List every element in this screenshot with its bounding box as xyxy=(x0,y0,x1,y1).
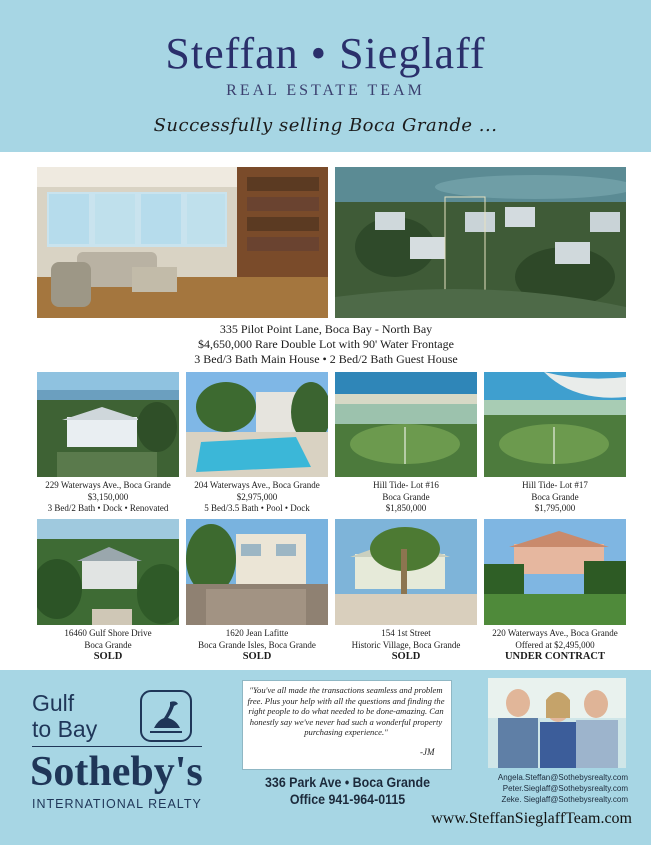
status-badge: SOLD xyxy=(391,651,421,662)
email-zeke[interactable]: Zeke. Sieglaff@Sothebysrealty.com xyxy=(501,795,628,804)
listing-location: Historic Village, Boca Grande xyxy=(351,639,461,650)
listing-price: $1,795,000 xyxy=(534,503,576,513)
logo-divider xyxy=(32,746,202,747)
team-photo xyxy=(488,678,626,768)
listing-photo-16460-gulf-shore xyxy=(37,519,179,625)
listing-photo-hill-tide-16 xyxy=(335,372,477,477)
logo-sothebys-text: Sotheby's xyxy=(30,749,203,795)
office-contact xyxy=(253,774,442,808)
listing-location: Boca Grande xyxy=(531,491,579,502)
listing-address: 229 Waterways Ave., Boca Grande xyxy=(45,480,171,490)
listing-price: $1,850,000 xyxy=(385,503,427,513)
status-badge: SOLD xyxy=(242,651,272,662)
heron-icon xyxy=(140,690,192,742)
listing-photo-229-waterways xyxy=(37,372,179,477)
feature-details: 3 Bed/3 Bath Main House • 2 Bed/2 Bath Guest House xyxy=(194,352,458,366)
website-link[interactable]: www.SteffanSieglaffTeam.com xyxy=(431,810,632,827)
sothebys-logo xyxy=(22,684,232,814)
listing-caption-229-waterways xyxy=(33,480,183,515)
testimonial-author: -JM xyxy=(420,747,435,757)
logo-international-text: INTERNATIONAL REALTY xyxy=(32,797,202,811)
listing-price: $2,975,000 xyxy=(236,491,278,502)
listing-location: Boca Grande Isles, Boca Grande xyxy=(198,639,316,650)
logo-tobay-text: to Bay xyxy=(32,716,98,742)
living-room-photo xyxy=(37,167,328,318)
testimonial-quote: "You've all made the transactions seamless and problem free. Plus your help with all the questions and finding the right people to do what needed to be done-amazing. Can honestly say we've never had such a wonderful property purchasing experience." xyxy=(247,685,445,737)
listing-photo-hill-tide-17 xyxy=(484,372,626,477)
listing-price: Offered at $2,495,000 xyxy=(515,639,595,650)
listing-caption-1620-jean-lafitte xyxy=(182,628,332,663)
team-emails xyxy=(470,772,628,805)
listing-caption-154-1st-street xyxy=(331,628,481,663)
listing-price: $3,150,000 xyxy=(87,491,129,502)
feature-listing-caption xyxy=(130,322,522,367)
tagline: Successfully selling Boca Grande ... xyxy=(153,115,498,136)
logo-gulf-text: Gulf xyxy=(32,690,75,716)
feature-address: 335 Pilot Point Lane, Boca Bay - North Bay xyxy=(219,322,433,336)
listing-caption-hill-tide-16 xyxy=(331,480,481,515)
listing-caption-16460-gulf-shore xyxy=(33,628,183,663)
listing-photo-220-waterways xyxy=(484,519,626,625)
email-angela[interactable]: Angela.Steffan@Sothebysrealty.com xyxy=(497,773,628,782)
feature-price: $4,650,000 Rare Double Lot with 90' Water Frontage xyxy=(198,337,454,351)
listing-address: Hill Tide- Lot #17 xyxy=(522,480,588,490)
listing-caption-hill-tide-17 xyxy=(480,480,630,515)
listing-address: 204 Waterways Ave., Boca Grande xyxy=(194,480,320,490)
listing-address: 154 1st Street xyxy=(381,628,431,638)
status-badge: SOLD xyxy=(93,651,123,662)
listing-photo-204-waterways xyxy=(186,372,328,477)
listing-caption-204-waterways xyxy=(182,480,332,515)
brand-name: Steffan • Sieglaff xyxy=(165,29,486,78)
email-peter[interactable]: Peter.Sieglaff@Sothebysrealty.com xyxy=(502,784,628,793)
status-badge: UNDER CONTRACT xyxy=(504,651,606,662)
office-phone: Office 941-964-0115 xyxy=(289,792,406,807)
office-address: 336 Park Ave • Boca Grande xyxy=(265,775,430,790)
listing-location: Boca Grande xyxy=(84,639,132,650)
listing-details: 5 Bed/3.5 Bath • Pool • Dock xyxy=(204,503,310,513)
aerial-homes-photo xyxy=(335,167,626,318)
listing-photo-154-1st-street xyxy=(335,519,477,625)
listing-caption-220-waterways xyxy=(480,628,630,663)
listing-address: Hill Tide- Lot #16 xyxy=(373,480,439,490)
listing-address: 220 Waterways Ave., Boca Grande xyxy=(492,628,618,638)
listing-address: 16460 Gulf Shore Drive xyxy=(64,628,152,638)
listing-location: Boca Grande xyxy=(382,491,430,502)
brand-subtitle: REAL ESTATE TEAM xyxy=(226,82,425,99)
listing-address: 1620 Jean Lafitte xyxy=(225,628,289,638)
listing-photo-1620-jean-lafitte xyxy=(186,519,328,625)
listing-details: 3 Bed/2 Bath • Dock • Renovated xyxy=(47,503,169,513)
